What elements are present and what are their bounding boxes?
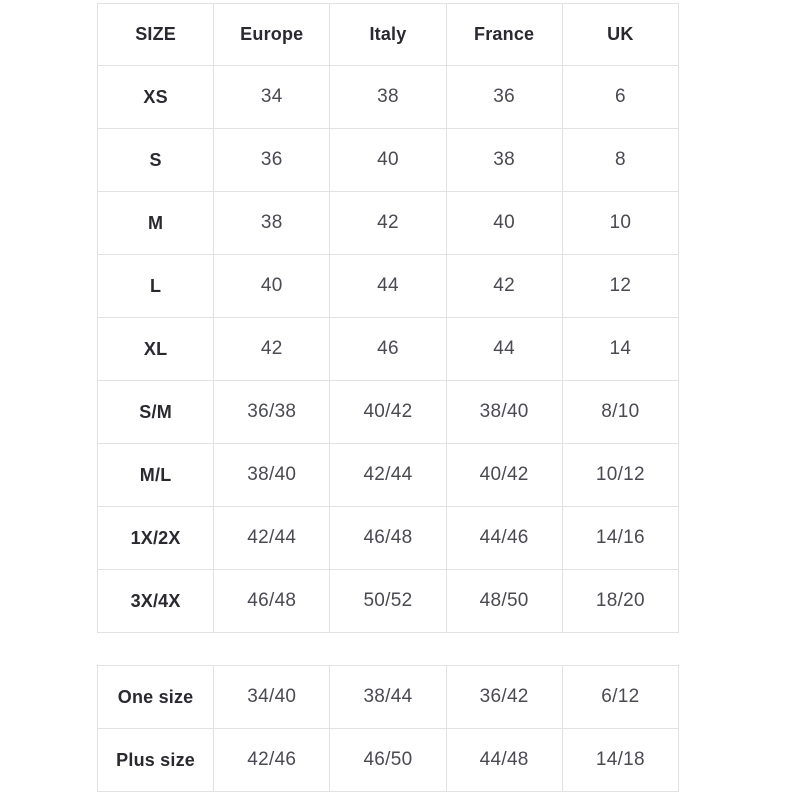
value-cell: 46/48 bbox=[214, 570, 330, 633]
value-cell: 38/40 bbox=[214, 444, 330, 507]
value-cell: 46/48 bbox=[330, 507, 446, 570]
value-cell: 48/50 bbox=[446, 570, 562, 633]
value-cell: 6/12 bbox=[562, 666, 678, 729]
row-label: S/M bbox=[98, 381, 214, 444]
value-cell: 38/40 bbox=[446, 381, 562, 444]
size-conversion-table bbox=[97, 3, 679, 633]
row-label: XS bbox=[98, 66, 214, 129]
row-label: XL bbox=[98, 318, 214, 381]
value-cell: 40 bbox=[330, 129, 446, 192]
column-header-europe: Europe bbox=[214, 4, 330, 66]
table-row bbox=[98, 192, 679, 255]
value-cell: 34/40 bbox=[214, 666, 330, 729]
special-sizes-table bbox=[97, 665, 679, 792]
value-cell: 10/12 bbox=[562, 444, 678, 507]
value-cell: 50/52 bbox=[330, 570, 446, 633]
value-cell: 40/42 bbox=[446, 444, 562, 507]
column-header-france: France bbox=[446, 4, 562, 66]
value-cell: 42/46 bbox=[214, 729, 330, 792]
value-cell: 34 bbox=[214, 66, 330, 129]
value-cell: 36 bbox=[214, 129, 330, 192]
header-row bbox=[98, 4, 679, 66]
table-row bbox=[98, 129, 679, 192]
table-row bbox=[98, 255, 679, 318]
value-cell: 36 bbox=[446, 66, 562, 129]
value-cell: 36/42 bbox=[446, 666, 562, 729]
value-cell: 38 bbox=[446, 129, 562, 192]
row-label: 3X/4X bbox=[98, 570, 214, 633]
table-row bbox=[98, 66, 679, 129]
column-header-italy: Italy bbox=[330, 4, 446, 66]
value-cell: 38 bbox=[330, 66, 446, 129]
value-cell: 14/16 bbox=[562, 507, 678, 570]
value-cell: 40/42 bbox=[330, 381, 446, 444]
table-row bbox=[98, 666, 679, 729]
table-row bbox=[98, 318, 679, 381]
size-table-header bbox=[98, 4, 679, 66]
value-cell: 18/20 bbox=[562, 570, 678, 633]
value-cell: 46 bbox=[330, 318, 446, 381]
value-cell: 12 bbox=[562, 255, 678, 318]
row-label: One size bbox=[98, 666, 214, 729]
value-cell: 36/38 bbox=[214, 381, 330, 444]
value-cell: 14/18 bbox=[562, 729, 678, 792]
row-label: M bbox=[98, 192, 214, 255]
table-row bbox=[98, 729, 679, 792]
table-row bbox=[98, 570, 679, 633]
value-cell: 14 bbox=[562, 318, 678, 381]
row-label: L bbox=[98, 255, 214, 318]
value-cell: 8/10 bbox=[562, 381, 678, 444]
value-cell: 44/48 bbox=[446, 729, 562, 792]
value-cell: 42/44 bbox=[330, 444, 446, 507]
value-cell: 44/46 bbox=[446, 507, 562, 570]
value-cell: 6 bbox=[562, 66, 678, 129]
value-cell: 38 bbox=[214, 192, 330, 255]
row-label: 1X/2X bbox=[98, 507, 214, 570]
value-cell: 8 bbox=[562, 129, 678, 192]
column-header-uk: UK bbox=[562, 4, 678, 66]
value-cell: 42 bbox=[214, 318, 330, 381]
value-cell: 42/44 bbox=[214, 507, 330, 570]
table-row bbox=[98, 381, 679, 444]
row-label: M/L bbox=[98, 444, 214, 507]
value-cell: 10 bbox=[562, 192, 678, 255]
table-row bbox=[98, 507, 679, 570]
value-cell: 40 bbox=[446, 192, 562, 255]
value-cell: 44 bbox=[330, 255, 446, 318]
value-cell: 46/50 bbox=[330, 729, 446, 792]
column-header-size: SIZE bbox=[98, 4, 214, 66]
value-cell: 42 bbox=[446, 255, 562, 318]
value-cell: 42 bbox=[330, 192, 446, 255]
table-row bbox=[98, 444, 679, 507]
value-cell: 44 bbox=[446, 318, 562, 381]
row-label: Plus size bbox=[98, 729, 214, 792]
value-cell: 40 bbox=[214, 255, 330, 318]
value-cell: 38/44 bbox=[330, 666, 446, 729]
row-label: S bbox=[98, 129, 214, 192]
